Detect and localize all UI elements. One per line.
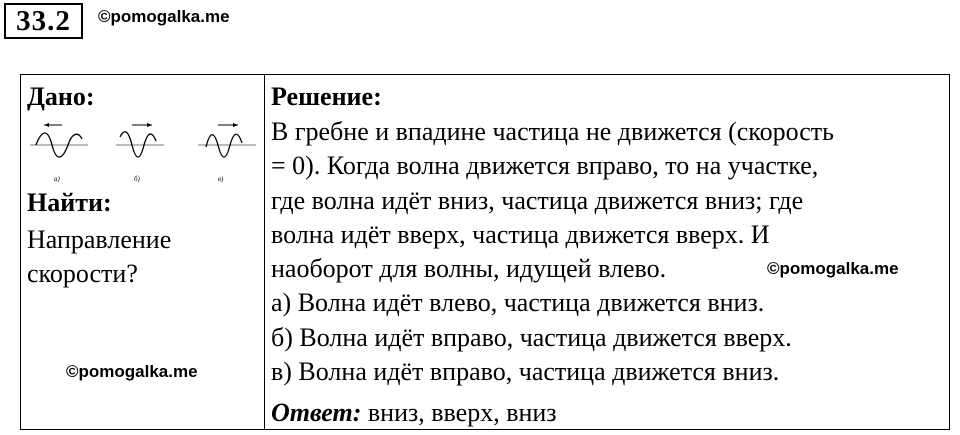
wave-figure-c	[198, 123, 256, 183]
find-text	[27, 223, 171, 291]
wave-diagrams	[28, 117, 260, 187]
solution-text	[271, 115, 834, 389]
solution-line: в) Волна идёт вправо, частица движется вниз.	[271, 357, 780, 387]
given-title: Дано:	[27, 82, 95, 111]
wave-caption-b: б)	[134, 175, 140, 183]
wave-caption-a: а)	[54, 175, 60, 183]
solution-line: а) Волна идёт влево, частица движется вниз.	[271, 288, 765, 318]
table-divider	[264, 74, 265, 430]
solution-line: волна идёт вверх, частица движется вверх. И	[271, 219, 770, 249]
find-line: Направление	[27, 225, 172, 254]
answer	[271, 397, 557, 429]
find-title: Найти:	[27, 188, 112, 217]
solution-line: наоборот для волны, идущей влево.	[271, 254, 667, 284]
solution-title: Решение:	[271, 82, 382, 111]
solution-line: б) Волна идёт вправо, частица движется вверх.	[271, 322, 792, 352]
watermark-top: ©pomogalka.me	[98, 7, 230, 26]
answer-label: Ответ:	[271, 398, 362, 427]
watermark-left: ©pomogalka.me	[66, 362, 198, 381]
problem-number: 33.2	[4, 3, 83, 39]
wave-caption-c: в)	[218, 175, 224, 183]
solution-line: = 0). Когда волна движется вправо, то на участке,	[271, 151, 819, 181]
answer-text: вниз, вверх, вниз	[361, 398, 557, 427]
solution-line: где волна идёт вниз, частица движется вниз; где	[271, 185, 804, 215]
wave-figure-a	[30, 123, 88, 183]
solution-line: В гребне и впадине частица не движется (скорость	[271, 117, 834, 146]
wave-figure-b	[116, 123, 164, 183]
watermark-middle: ©pomogalka.me	[767, 259, 899, 278]
find-line: скорости?	[27, 259, 138, 288]
